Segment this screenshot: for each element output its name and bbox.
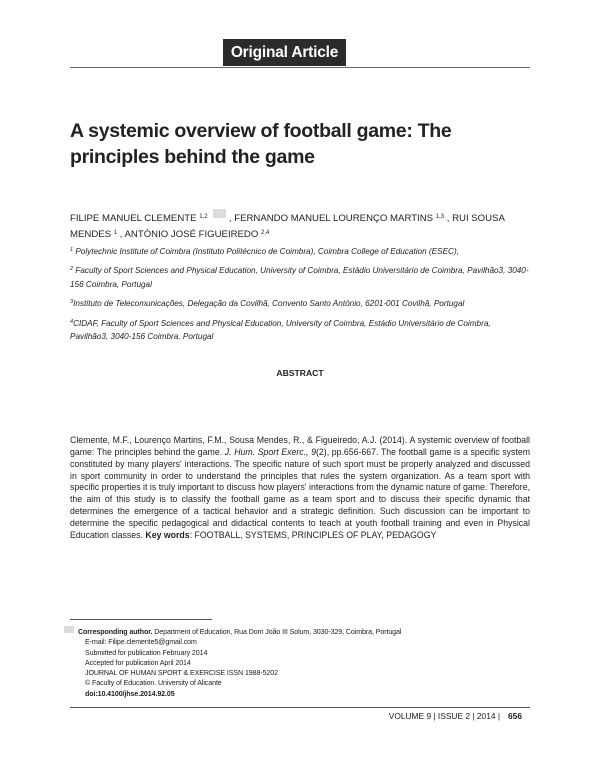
doi-link[interactable] [78, 689, 498, 699]
author-name: , RUI SOUSA MENDES [70, 213, 505, 240]
author-affiliation-marker: 1,3 [435, 214, 445, 220]
submitted-date: Submitted for publication February 2014 [85, 648, 208, 657]
affiliation-list [70, 244, 530, 348]
correspondence-address: Department of Education, Rua Dom João III Solum, 3030-329, Coimbra, Portugal [152, 628, 402, 636]
affiliation-text: Faculty of Sport Sciences and Physical Education, University of Coimbra, Estádio Universitário de Coimbra, Pavilhão3, 3040-156 Coimbra, Portugal [70, 266, 529, 289]
accepted-date: Accepted for publication April 2014 [85, 658, 191, 667]
correspondence-footnote [78, 627, 498, 699]
affiliation [70, 316, 530, 344]
volume-issue-info: VOLUME 9 | ISSUE 2 | 2014 | [388, 711, 501, 721]
author-name: FILIPE MANUEL CLEMENTE [70, 213, 197, 224]
page-number: 656 [508, 711, 522, 721]
journal-issn: JOURNAL OF HUMAN SPORT & EXERCISE ISSN 1988-5202 [85, 669, 278, 678]
author-affiliation-marker: 2,4 [261, 230, 270, 236]
keywords: : FOOTBALL, SYSTEMS, PRINCIPLES OF PLAY, PEDAGOGY [189, 529, 437, 540]
affiliation [70, 296, 530, 310]
issue-pages: (2), pp.656-667. [316, 446, 381, 457]
keywords-label: Key words [145, 529, 190, 540]
corresponding-author-label: Corresponding author. [78, 628, 153, 636]
article-title: A systemic overview of football game: The principles behind the game [70, 120, 452, 168]
journal-citation: J. Hum. Sport Exerc., 9 [224, 446, 316, 457]
author-name: , FERNANDO MANUEL LOURENÇO MARTINS [228, 213, 434, 224]
affiliation-text: Polytechnic Institute of Coimbra (Instituto Politécnico de Coimbra), Coimbra College of Education (ESEC), [73, 247, 459, 256]
affiliation-number: 4 [70, 318, 74, 325]
email-address[interactable]: E-mail: Filipe.clemente5@gmail.com [85, 638, 197, 647]
citation-text: Clemente, M.F., Lourenço Martins, F.M., Sousa Mendes, R., & Figueiredo, A.J. (2014). A systemic overview of football game: The principles behind the game. [70, 435, 530, 457]
author-affiliation-marker: 1,2 [199, 214, 208, 220]
email-icon [64, 626, 74, 633]
affiliation-number: 2 [70, 266, 74, 273]
copyright: © Faculty of Education. University of Alicante [85, 679, 222, 688]
header-rule [70, 67, 530, 68]
doi-text: doi:10.4100/jhse.2014.92.05 [85, 689, 175, 698]
abstract-heading: ABSTRACT [276, 368, 324, 378]
affiliation-text: Instituto de Telecomunicações, Delegação da Covilhã, Convento Santo António, 6201-001 Covilhã, Portugal [73, 299, 465, 309]
affiliation-number: 1 [70, 247, 74, 253]
email-icon [213, 209, 226, 218]
author-name: , ANTÓNIO JOSÉ FIGUEIREDO [119, 229, 259, 240]
affiliation [70, 244, 530, 258]
footnote-rule [70, 619, 212, 620]
article-type-badge: Original Article [223, 39, 346, 66]
affiliation-number: 3 [70, 299, 74, 306]
footer-rule [70, 707, 530, 708]
page-footer [389, 711, 522, 721]
author-list [70, 209, 530, 242]
author-affiliation-marker: 1 [113, 230, 118, 236]
abstract-text [70, 435, 530, 542]
affiliation-text: CIDAF, Faculty of Sport Sciences and Physical Education, University of Coimbra, Estádio Universitário de Coimbra, Pavilhão3, 3040-156 Coimbra, Portugal [70, 318, 491, 342]
abstract-body: The football game is a specific system constituted by many players' interactions. The specific nature of such sport must be properly analyzed and discussed in sport community in order to understand the principles that rules the system organization. As a team sport with specific properties it is truly important to discuss how players' interactions from the dynamic nature of game. Therefore, the aim of this study is to classify the football game as a team sport and to discuss their specific dynamic that determines the emergence of a tactical behavior and a strategic definition. Such discussion can be important to determine the specific pedagogical and didactical contents to teach at youth football training and even in Physical Education classes. [70, 446, 530, 540]
affiliation [70, 263, 530, 291]
